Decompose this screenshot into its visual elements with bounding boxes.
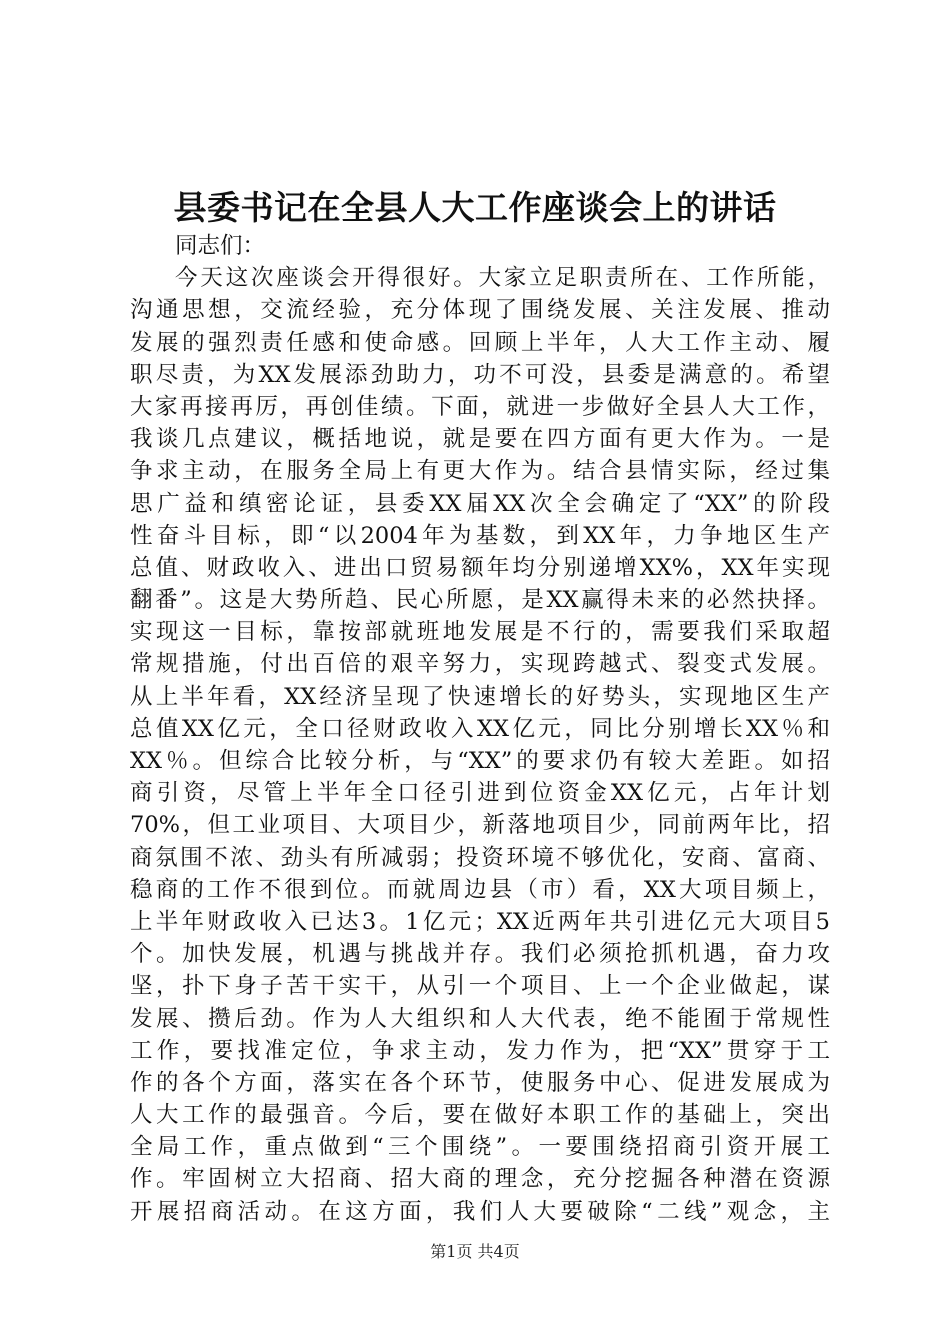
paragraph-line: 稳商的工作不很到位。而就周边县（市）看，XX大项目频上，	[130, 876, 830, 903]
paragraph-line: 实现这一目标，靠按部就班地发展是不行的，需要我们采取超	[130, 619, 830, 646]
paragraph-line: 上半年财政收入已达3。1亿元；XX近两年共引进亿元大项目5	[130, 908, 830, 935]
paragraph-line: 总值XX亿元，全口径财政收入XX亿元，同比分别增长XX％和	[130, 715, 830, 742]
paragraph-line: 作。牢固树立大招商、招大商的理念，充分挖掘各种潜在资源	[130, 1166, 830, 1193]
paragraph-line: 从上半年看，XX经济呈现了快速增长的好势头，实现地区生产	[130, 683, 830, 710]
paragraph-line: 翻番”。这是大势所趋、民心所愿，是XX赢得未来的必然抉择。	[130, 587, 830, 614]
paragraph-line: XX％。但综合比较分析，与“XX”的要求仍有较大差距。如招	[130, 748, 830, 774]
paragraph-line: 性奋斗目标，即“以2004年为基数，到XX年，力争地区生产	[130, 522, 830, 549]
paragraph-line: 我谈几点建议，概括地说，就是要在四方面有更大作为。一是	[130, 426, 830, 453]
page-number: 第1页 共4页	[430, 1242, 520, 1261]
paragraph-line: 人大工作的最强音。今后，要在做好本职工作的基础上，突出	[130, 1102, 830, 1129]
paragraph-line: 今天这次座谈会开得很好。大家立足职责所在、工作所能，	[175, 265, 830, 292]
paragraph-line: 作的各个方面，落实在各个环节，使服务中心、促进发展成为	[130, 1069, 830, 1096]
document-title: 县委书记在全县人大工作座谈会上的讲话	[173, 188, 777, 227]
paragraph-line: 开展招商活动。在这方面，我们人大要破除“二线”观念，主	[130, 1198, 830, 1225]
paragraph-line: 商氛围不浓、劲头有所减弱；投资环境不够优化，安商、富商、	[130, 844, 830, 871]
paragraph-line: 职尽责，为XX发展添劲助力，功不可没，县委是满意的。希望	[130, 361, 830, 388]
paragraph-line: 总值、财政收入、进出口贸易额年均分别递增XX%，XX年实现	[130, 554, 830, 581]
paragraph-line: 大家再接再厉，再创佳绩。下面，就进一步做好全县人大工作，	[130, 393, 830, 420]
paragraph-line: 全局工作，重点做到“三个围绕”。一要围绕招商引资开展工	[130, 1134, 830, 1161]
paragraph-line: 发展的强烈责任感和使命感。回顾上半年，人大工作主动、履	[130, 329, 830, 356]
paragraph-line: 工作，要找准定位，争求主动，发力作为，把“XX”贯穿于工	[130, 1037, 830, 1064]
paragraph-line: 坚，扑下身子苦干实干，从引一个项目、上一个企业做起，谋	[130, 973, 830, 1000]
paragraph-line: 常规措施，付出百倍的艰辛努力，实现跨越式、裂变式发展。	[130, 651, 830, 678]
paragraph-line: 70%，但工业项目、大项目少，新落地项目少，同前两年比，招	[130, 812, 830, 839]
paragraph-line: 个。加快发展，机遇与挑战并存。我们必须抢抓机遇，奋力攻	[130, 941, 830, 968]
paragraph-line: 沟通思想，交流经验，充分体现了围绕发展、关注发展、推动	[130, 297, 830, 324]
paragraph-line: 商引资，尽管上半年全口径引进到位资金XX亿元，占年计划	[130, 780, 830, 807]
speech-body	[130, 230, 830, 1228]
salutation: 同志们：	[175, 233, 266, 259]
paragraph-line: 争求主动，在服务全局上有更大作为。结合县情实际，经过集	[130, 458, 830, 485]
paragraph-line: 发展、攒后劲。作为人大组织和人大代表，绝不能囿于常规性	[130, 1005, 830, 1032]
paragraph-line: 思广益和缜密论证，县委XX届XX次全会确定了“XX”的阶段	[130, 490, 830, 517]
